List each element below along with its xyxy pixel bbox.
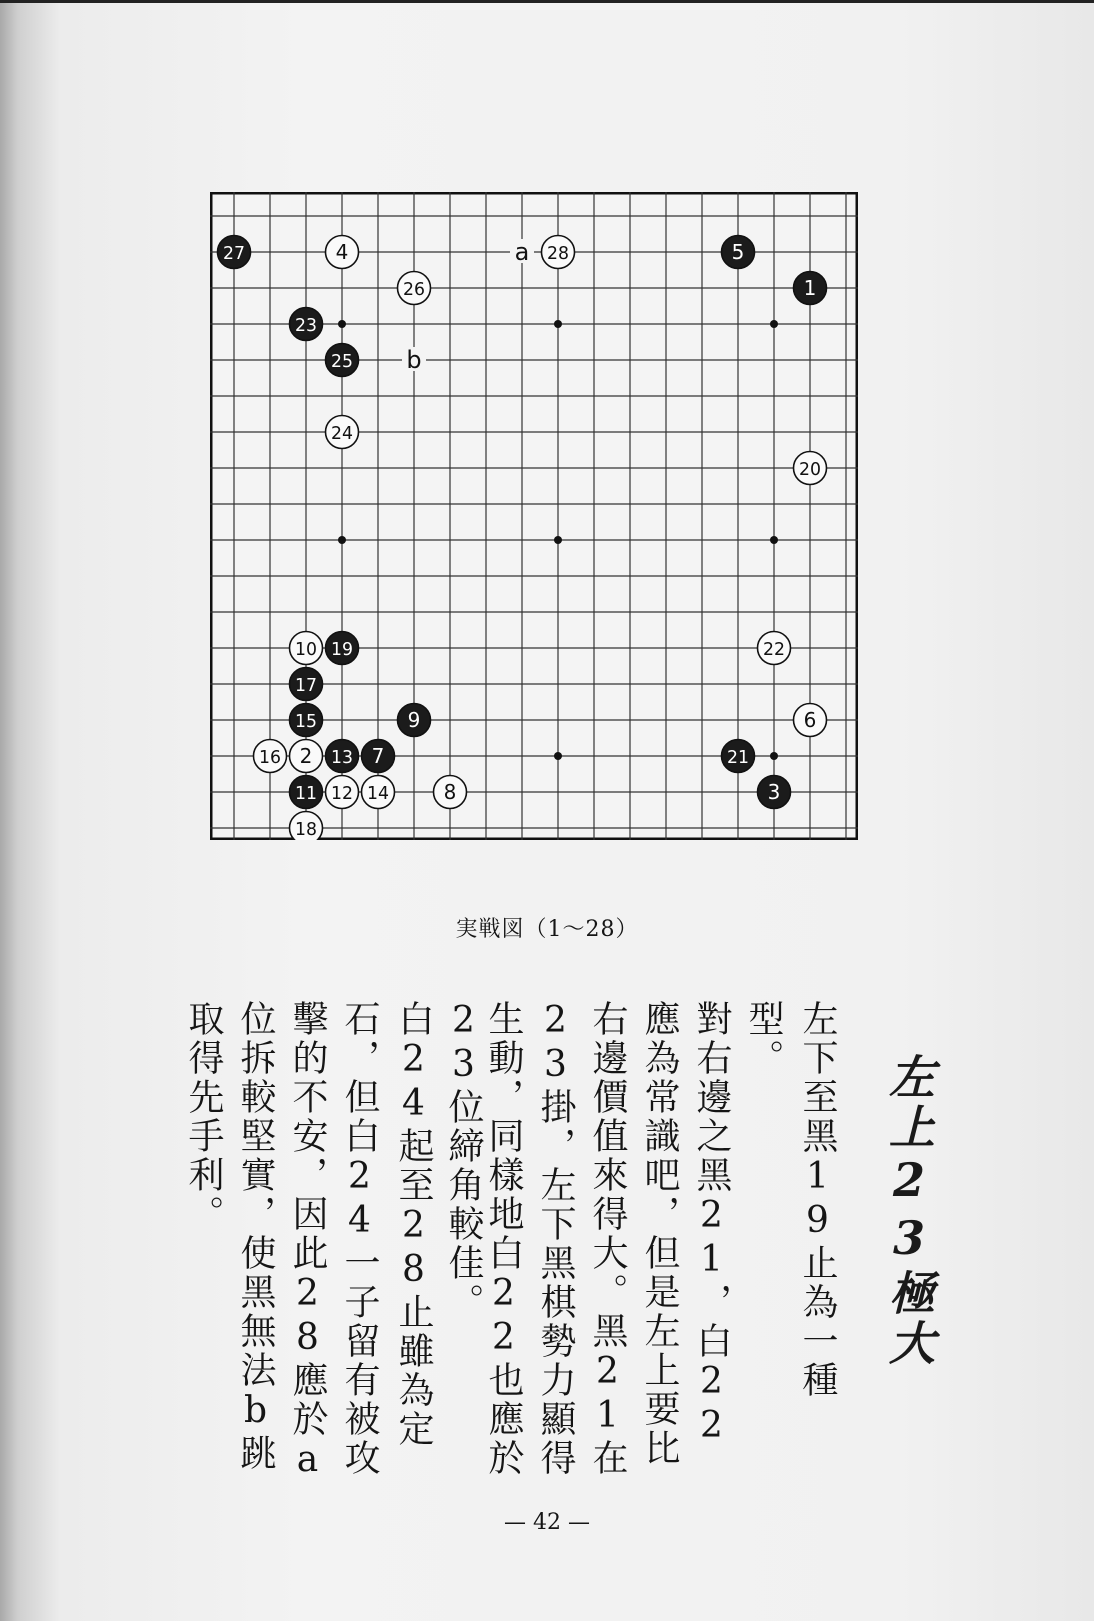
stone-number: 3 [767, 780, 781, 804]
text-column-9: 白24起至28止雖為定 [393, 1000, 434, 1449]
text-column-1: 左下至黑19止為一種 [797, 1000, 838, 1400]
stone-number: 20 [799, 459, 821, 480]
stone-number: 16 [259, 747, 281, 768]
point-mark-b: b [406, 346, 422, 374]
star-point [770, 536, 778, 544]
stone-number: 21 [727, 747, 749, 768]
text-column-2: 型。 [743, 1000, 784, 1078]
star-point [338, 320, 346, 328]
text-column-7: 生動，同樣地白22也應於 [483, 1000, 524, 1478]
stone-number: 11 [295, 783, 317, 804]
go-board [210, 192, 858, 844]
text-column-3: 對右邊之黑21，白22 [691, 1000, 732, 1449]
go-board-svg [210, 192, 858, 840]
stone-number: 2 [299, 744, 313, 768]
stone-number: 13 [331, 747, 353, 768]
stone-number: 9 [407, 708, 421, 732]
star-point [770, 320, 778, 328]
text-column-13: 取得先手利。 [183, 1000, 224, 1234]
text-column-10: 石，但白24一子留有被攻 [339, 1000, 380, 1478]
star-point [554, 536, 562, 544]
stone-number: 28 [547, 243, 569, 264]
stone-number: 18 [295, 819, 317, 840]
stone-number: 25 [331, 351, 353, 372]
star-point [770, 752, 778, 760]
star-point [554, 752, 562, 760]
stone-number: 8 [443, 780, 457, 804]
text-column-12: 位拆較堅實，使黑無法b跳 [235, 1000, 276, 1473]
stone-number: 12 [331, 783, 353, 804]
text-column-4: 應為常識吧，但是左上要比 [639, 1000, 680, 1468]
stone-number: 4 [335, 240, 349, 264]
stone-number: 15 [295, 711, 317, 732]
stone-number: 6 [803, 708, 817, 732]
stone-number: 22 [763, 639, 785, 660]
stone-number: 23 [295, 315, 317, 336]
page-number: — 42 — [504, 1510, 590, 1535]
stone-number: 1 [803, 276, 817, 300]
stone-number: 19 [331, 639, 353, 660]
stone-number: 27 [223, 243, 245, 264]
stone-number: 7 [371, 744, 385, 768]
diagram-caption: 実戦図（1～28） [455, 917, 639, 942]
section-heading: 左上23極大 [882, 1053, 936, 1369]
stone-number: 5 [731, 240, 745, 264]
text-column-5: 右邊價值來得大。黑21在 [587, 1000, 628, 1478]
text-column-8: 23位締角較佳。 [443, 1000, 484, 1322]
stone-number: 24 [331, 423, 353, 444]
text-column-11: 擊的不安，因此28應於a [287, 1000, 328, 1483]
stone-number: 10 [295, 639, 317, 660]
star-point [338, 536, 346, 544]
stone-number: 14 [367, 783, 389, 804]
star-point [554, 320, 562, 328]
point-mark-a: a [514, 238, 530, 266]
text-column-6: 23掛，左下黑棋勢力顯得 [535, 1000, 576, 1478]
stone-number: 26 [403, 279, 425, 300]
stone-number: 17 [295, 675, 317, 696]
